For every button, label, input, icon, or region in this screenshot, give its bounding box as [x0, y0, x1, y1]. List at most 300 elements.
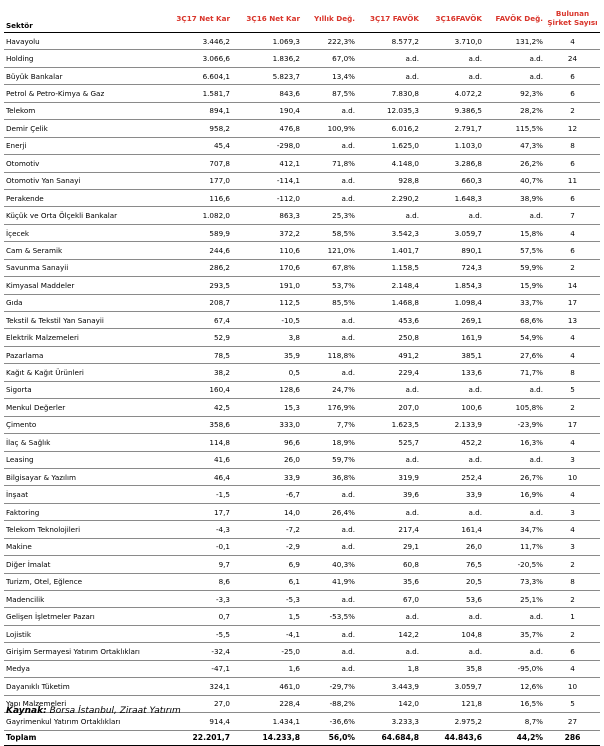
company-count: 2: [545, 399, 600, 416]
company-count: 4: [545, 660, 600, 677]
ebitda-change: 33,7%: [484, 294, 545, 311]
ebitda-3q16: 385,1: [421, 346, 484, 363]
table-row: [4, 573, 600, 590]
ebitda-3q16: 121,8: [421, 695, 484, 712]
ebitda-3q17: 7.830,8: [357, 85, 421, 102]
ebitda-change: 47,3%: [484, 137, 545, 154]
header-sector: Sektör: [4, 4, 156, 33]
ebitda-change: a.d.: [484, 67, 545, 84]
total-net-profit-3q16: 14.233,8: [232, 730, 302, 745]
table-row: [4, 242, 600, 259]
ebitda-3q16: 161,4: [421, 521, 484, 538]
sector-name: Cam & Seramik: [4, 242, 156, 259]
company-count: 2: [545, 556, 600, 573]
table-row: [4, 468, 600, 485]
ebitda-3q16: a.d.: [421, 608, 484, 625]
net-profit-3q17: 78,5: [156, 346, 232, 363]
sector-name: Yapı Malzemeleri: [4, 695, 156, 712]
yearly-change: 176,9%: [302, 399, 357, 416]
source-label: Kaynak:: [6, 706, 47, 716]
yearly-change: 18,9%: [302, 434, 357, 451]
sector-name: Enerji: [4, 137, 156, 154]
net-profit-3q17: 0,7: [156, 608, 232, 625]
table-row: [4, 591, 600, 608]
yearly-change: a.d.: [302, 521, 357, 538]
ebitda-change: 15,9%: [484, 277, 545, 294]
yearly-change: 36,8%: [302, 468, 357, 485]
net-profit-3q17: 6.604,1: [156, 67, 232, 84]
ebitda-3q16: 3.059,7: [421, 224, 484, 241]
company-count: 6: [545, 189, 600, 206]
ebitda-3q16: 104,8: [421, 625, 484, 642]
net-profit-3q17: 67,4: [156, 312, 232, 329]
ebitda-3q16: 1.854,3: [421, 277, 484, 294]
ebitda-3q17: 4.148,0: [357, 155, 421, 172]
ebitda-change: a.d.: [484, 50, 545, 67]
net-profit-3q16: 33,9: [232, 468, 302, 485]
company-count: 10: [545, 678, 600, 695]
ebitda-3q17: a.d.: [357, 643, 421, 660]
net-profit-3q17: 17,7: [156, 503, 232, 520]
ebitda-3q17: 1.158,5: [357, 259, 421, 276]
company-count: 3: [545, 503, 600, 520]
net-profit-3q16: -10,5: [232, 312, 302, 329]
ebitda-change: a.d.: [484, 207, 545, 224]
ebitda-3q17: a.d.: [357, 67, 421, 84]
ebitda-3q16: a.d.: [421, 67, 484, 84]
yearly-change: 67,8%: [302, 259, 357, 276]
total-yearly-change: 56,0%: [302, 730, 357, 745]
yearly-change: a.d.: [302, 591, 357, 608]
sector-name: Bilgisayar & Yazılım: [4, 468, 156, 485]
net-profit-3q17: 894,1: [156, 102, 232, 119]
ebitda-3q16: 9.386,5: [421, 102, 484, 119]
net-profit-3q16: 112,5: [232, 294, 302, 311]
ebitda-change: -23,9%: [484, 416, 545, 433]
ebitda-change: 15,8%: [484, 224, 545, 241]
total-ebitda-3q16: 44.843,6: [421, 730, 484, 745]
ebitda-3q17: 67,0: [357, 591, 421, 608]
ebitda-3q17: 928,8: [357, 172, 421, 189]
net-profit-3q16: -298,0: [232, 137, 302, 154]
header-ebitda-3q17: 3Ç17 FAVÖK: [357, 4, 421, 33]
total-label: Toplam: [4, 730, 156, 745]
ebitda-3q17: a.d.: [357, 207, 421, 224]
ebitda-3q17: 1,8: [357, 660, 421, 677]
net-profit-3q16: 26,0: [232, 451, 302, 468]
net-profit-3q17: 707,8: [156, 155, 232, 172]
ebitda-change: 40,7%: [484, 172, 545, 189]
net-profit-3q16: 333,0: [232, 416, 302, 433]
company-count: 5: [545, 381, 600, 398]
net-profit-3q17: 3.066,6: [156, 50, 232, 67]
net-profit-3q17: 286,2: [156, 259, 232, 276]
ebitda-3q17: 39,6: [357, 486, 421, 503]
ebitda-3q17: 2.290,2: [357, 189, 421, 206]
table-row: [4, 434, 600, 451]
company-count: 4: [545, 486, 600, 503]
table-row: [4, 451, 600, 468]
yearly-change: a.d.: [302, 329, 357, 346]
net-profit-3q16: 228,4: [232, 695, 302, 712]
ebitda-change: 12,6%: [484, 678, 545, 695]
ebitda-3q17: 525,7: [357, 434, 421, 451]
sector-name: İnşaat: [4, 486, 156, 503]
net-profit-3q17: 160,4: [156, 381, 232, 398]
net-profit-3q17: -32,4: [156, 643, 232, 660]
company-count: 12: [545, 120, 600, 137]
ebitda-3q17: 319,9: [357, 468, 421, 485]
net-profit-3q17: -1,5: [156, 486, 232, 503]
net-profit-3q17: 1.581,7: [156, 85, 232, 102]
table-row: [4, 346, 600, 363]
ebitda-3q17: 3.443,9: [357, 678, 421, 695]
ebitda-3q17: 29,1: [357, 538, 421, 555]
ebitda-3q16: 161,9: [421, 329, 484, 346]
yearly-change: a.d.: [302, 102, 357, 119]
ebitda-change: 26,2%: [484, 155, 545, 172]
ebitda-3q17: 60,8: [357, 556, 421, 573]
yearly-change: -88,2%: [302, 695, 357, 712]
table-row: [4, 521, 600, 538]
company-count: 6: [545, 643, 600, 660]
table-row: [4, 33, 600, 50]
table-row: [4, 399, 600, 416]
sector-name: Diğer İmalat: [4, 556, 156, 573]
company-count: 4: [545, 224, 600, 241]
net-profit-3q17: 8,6: [156, 573, 232, 590]
net-profit-3q17: 208,7: [156, 294, 232, 311]
sector-name: Sigorta: [4, 381, 156, 398]
yearly-change: a.d.: [302, 312, 357, 329]
yearly-change: a.d.: [302, 660, 357, 677]
ebitda-3q16: 100,6: [421, 399, 484, 416]
yearly-change: a.d.: [302, 643, 357, 660]
ebitda-3q16: 2.975,2: [421, 713, 484, 730]
yearly-change: 25,3%: [302, 207, 357, 224]
table-row: [4, 660, 600, 677]
ebitda-3q16: 20,5: [421, 573, 484, 590]
net-profit-3q16: 191,0: [232, 277, 302, 294]
net-profit-3q16: 372,2: [232, 224, 302, 241]
net-profit-3q16: 170,6: [232, 259, 302, 276]
total-row: [4, 730, 600, 745]
net-profit-3q16: 96,6: [232, 434, 302, 451]
ebitda-3q17: a.d.: [357, 50, 421, 67]
ebitda-change: 92,3%: [484, 85, 545, 102]
ebitda-change: 8,7%: [484, 713, 545, 730]
net-profit-3q16: -5,3: [232, 591, 302, 608]
company-count: 2: [545, 102, 600, 119]
sector-name: Girişim Sermayesi Yatırım Ortaklıkları: [4, 643, 156, 660]
yearly-change: 40,3%: [302, 556, 357, 573]
ebitda-change: 34,7%: [484, 521, 545, 538]
net-profit-3q17: 27,0: [156, 695, 232, 712]
sector-name: Savunma Sanayii: [4, 259, 156, 276]
company-count: 3: [545, 538, 600, 555]
ebitda-3q17: 491,2: [357, 346, 421, 363]
ebitda-3q17: 142,2: [357, 625, 421, 642]
sector-name: Makine: [4, 538, 156, 555]
yearly-change: -29,7%: [302, 678, 357, 695]
yearly-change: a.d.: [302, 364, 357, 381]
ebitda-3q16: a.d.: [421, 207, 484, 224]
net-profit-3q17: 41,6: [156, 451, 232, 468]
net-profit-3q17: 958,2: [156, 120, 232, 137]
net-profit-3q17: -47,1: [156, 660, 232, 677]
header-yearly-change: Yıllık Değ.: [302, 4, 357, 33]
ebitda-3q17: a.d.: [357, 503, 421, 520]
company-count: 8: [545, 573, 600, 590]
net-profit-3q17: 324,1: [156, 678, 232, 695]
sector-name: Madencilik: [4, 591, 156, 608]
sector-name: Petrol & Petro-Kimya & Gaz: [4, 85, 156, 102]
ebitda-3q16: a.d.: [421, 50, 484, 67]
company-count: 17: [545, 416, 600, 433]
yearly-change: a.d.: [302, 625, 357, 642]
ebitda-change: 71,7%: [484, 364, 545, 381]
ebitda-change: 16,3%: [484, 434, 545, 451]
ebitda-change: 16,9%: [484, 486, 545, 503]
table-row: [4, 85, 600, 102]
net-profit-3q17: 45,4: [156, 137, 232, 154]
ebitda-3q16: 4.072,2: [421, 85, 484, 102]
net-profit-3q16: 190,4: [232, 102, 302, 119]
ebitda-change: 28,2%: [484, 102, 545, 119]
yearly-change: 53,7%: [302, 277, 357, 294]
company-count: 4: [545, 346, 600, 363]
net-profit-3q17: 1.082,0: [156, 207, 232, 224]
header-ebitda-3q16: 3Ç16FAVÖK: [421, 4, 484, 33]
company-count: 2: [545, 259, 600, 276]
net-profit-3q16: -2,9: [232, 538, 302, 555]
ebitda-3q17: 1.623,5: [357, 416, 421, 433]
ebitda-3q16: 890,1: [421, 242, 484, 259]
yearly-change: 118,8%: [302, 346, 357, 363]
company-count: 2: [545, 625, 600, 642]
sector-name: Otomotiv Yan Sanayi: [4, 172, 156, 189]
table-row: [4, 207, 600, 224]
table-row: [4, 259, 600, 276]
net-profit-3q16: -112,0: [232, 189, 302, 206]
ebitda-3q16: 1.098,4: [421, 294, 484, 311]
yearly-change: 26,4%: [302, 503, 357, 520]
ebitda-3q17: 1.468,8: [357, 294, 421, 311]
sector-name: Holding: [4, 50, 156, 67]
net-profit-3q16: 35,9: [232, 346, 302, 363]
ebitda-3q16: 1.103,0: [421, 137, 484, 154]
sector-name: Kağıt & Kağıt Ürünleri: [4, 364, 156, 381]
table-row: [4, 381, 600, 398]
sector-name: Otomotiv: [4, 155, 156, 172]
ebitda-3q17: 35,6: [357, 573, 421, 590]
ebitda-change: 35,7%: [484, 625, 545, 642]
company-count: 14: [545, 277, 600, 294]
company-count: 13: [545, 312, 600, 329]
table-row: [4, 312, 600, 329]
sector-name: Gelişen İşletmeler Pazarı: [4, 608, 156, 625]
table-row: [4, 155, 600, 172]
net-profit-3q16: -6,7: [232, 486, 302, 503]
sector-name: Büyük Bankalar: [4, 67, 156, 84]
yearly-change: a.d.: [302, 486, 357, 503]
table-row: [4, 486, 600, 503]
yearly-change: 59,7%: [302, 451, 357, 468]
ebitda-change: 68,6%: [484, 312, 545, 329]
ebitda-3q16: 2.133,9: [421, 416, 484, 433]
table-row: [4, 120, 600, 137]
ebitda-change: 26,7%: [484, 468, 545, 485]
sector-earnings-table: [4, 4, 600, 746]
ebitda-change: 11,7%: [484, 538, 545, 555]
ebitda-3q16: a.d.: [421, 381, 484, 398]
ebitda-3q17: 142,0: [357, 695, 421, 712]
header-net-profit-3q17: 3Ç17 Net Kar: [156, 4, 232, 33]
ebitda-3q16: 53,6: [421, 591, 484, 608]
sector-name: Medya: [4, 660, 156, 677]
table-row: [4, 50, 600, 67]
net-profit-3q16: 1,6: [232, 660, 302, 677]
table-row: [4, 608, 600, 625]
net-profit-3q16: 3,8: [232, 329, 302, 346]
sector-name: Çimento: [4, 416, 156, 433]
total-ebitda-3q17: 64.684,8: [357, 730, 421, 745]
ebitda-3q17: 2.148,4: [357, 277, 421, 294]
table-row: [4, 224, 600, 241]
net-profit-3q16: 863,3: [232, 207, 302, 224]
ebitda-3q17: a.d.: [357, 451, 421, 468]
company-count: 6: [545, 85, 600, 102]
net-profit-3q17: 914,4: [156, 713, 232, 730]
company-count: 24: [545, 50, 600, 67]
ebitda-3q16: a.d.: [421, 451, 484, 468]
ebitda-3q16: 3.059,7: [421, 678, 484, 695]
ebitda-change: 57,5%: [484, 242, 545, 259]
net-profit-3q17: -5,5: [156, 625, 232, 642]
ebitda-3q17: 217,4: [357, 521, 421, 538]
header-ebitda-change: FAVÖK Değ.: [484, 4, 545, 33]
ebitda-3q17: a.d.: [357, 381, 421, 398]
ebitda-3q17: 207,0: [357, 399, 421, 416]
ebitda-3q17: 453,6: [357, 312, 421, 329]
net-profit-3q16: 128,6: [232, 381, 302, 398]
table-row: [4, 137, 600, 154]
net-profit-3q17: -4,3: [156, 521, 232, 538]
sector-name: Gıda: [4, 294, 156, 311]
net-profit-3q17: 244,6: [156, 242, 232, 259]
net-profit-3q17: 42,5: [156, 399, 232, 416]
ebitda-3q16: 269,1: [421, 312, 484, 329]
table-row: [4, 102, 600, 119]
net-profit-3q16: 1,5: [232, 608, 302, 625]
net-profit-3q16: 1.069,3: [232, 33, 302, 50]
net-profit-3q16: 1.434,1: [232, 713, 302, 730]
sector-name: İlaç & Sağlık: [4, 434, 156, 451]
yearly-change: 24,7%: [302, 381, 357, 398]
ebitda-3q16: 252,4: [421, 468, 484, 485]
company-count: 8: [545, 364, 600, 381]
ebitda-3q17: 1.625,0: [357, 137, 421, 154]
net-profit-3q16: 843,6: [232, 85, 302, 102]
ebitda-3q16: 1.648,3: [421, 189, 484, 206]
company-count: 4: [545, 329, 600, 346]
table-row: [4, 277, 600, 294]
table-row: [4, 189, 600, 206]
ebitda-3q17: 250,8: [357, 329, 421, 346]
net-profit-3q16: 412,1: [232, 155, 302, 172]
net-profit-3q17: 3.446,2: [156, 33, 232, 50]
ebitda-change: 115,5%: [484, 120, 545, 137]
yearly-change: 87,5%: [302, 85, 357, 102]
yearly-change: 7,7%: [302, 416, 357, 433]
sector-name: Faktoring: [4, 503, 156, 520]
sector-name: Havayolu: [4, 33, 156, 50]
ebitda-3q16: 3.710,0: [421, 33, 484, 50]
yearly-change: a.d.: [302, 137, 357, 154]
company-count: 2: [545, 591, 600, 608]
net-profit-3q17: 116,6: [156, 189, 232, 206]
ebitda-change: a.d.: [484, 503, 545, 520]
company-count: 7: [545, 207, 600, 224]
ebitda-3q17: 3.542,3: [357, 224, 421, 241]
ebitda-3q16: a.d.: [421, 643, 484, 660]
sector-name: Perakende: [4, 189, 156, 206]
net-profit-3q16: 5.823,7: [232, 67, 302, 84]
yearly-change: 121,0%: [302, 242, 357, 259]
company-count: 8: [545, 137, 600, 154]
ebitda-change: -20,5%: [484, 556, 545, 573]
net-profit-3q17: 52,9: [156, 329, 232, 346]
net-profit-3q16: 14,0: [232, 503, 302, 520]
ebitda-3q17: 1.401,7: [357, 242, 421, 259]
sector-name: Tekstil & Tekstil Yan Sanayii: [4, 312, 156, 329]
ebitda-change: a.d.: [484, 643, 545, 660]
table-row: [4, 172, 600, 189]
total-net-profit-3q17: 22.201,7: [156, 730, 232, 745]
ebitda-change: 54,9%: [484, 329, 545, 346]
sector-name: Gayrimenkul Yatırım Ortaklıkları: [4, 713, 156, 730]
yearly-change: a.d.: [302, 172, 357, 189]
yearly-change: a.d.: [302, 189, 357, 206]
ebitda-3q16: 26,0: [421, 538, 484, 555]
header-net-profit-3q16: 3Ç16 Net Kar: [232, 4, 302, 33]
table-row: [4, 364, 600, 381]
net-profit-3q16: 461,0: [232, 678, 302, 695]
table-row: [4, 538, 600, 555]
yearly-change: a.d.: [302, 538, 357, 555]
table-row: [4, 329, 600, 346]
ebitda-3q16: 660,3: [421, 172, 484, 189]
company-count: 17: [545, 294, 600, 311]
sector-name: İçecek: [4, 224, 156, 241]
table-row: [4, 294, 600, 311]
company-count: 11: [545, 172, 600, 189]
ebitda-change: 16,5%: [484, 695, 545, 712]
net-profit-3q16: 110,6: [232, 242, 302, 259]
table-row: [4, 416, 600, 433]
sector-name: Dayanıklı Tüketim: [4, 678, 156, 695]
table-row: [4, 67, 600, 84]
ebitda-change: 27,6%: [484, 346, 545, 363]
yearly-change: 41,9%: [302, 573, 357, 590]
source-text: Borsa İstanbul, Ziraat Yatırım: [49, 706, 181, 716]
sector-name: Telekom: [4, 102, 156, 119]
sector-name: Pazarlama: [4, 346, 156, 363]
sector-name: Kimyasal Maddeler: [4, 277, 156, 294]
company-count: 1: [545, 608, 600, 625]
ebitda-3q16: 724,3: [421, 259, 484, 276]
yearly-change: 100,9%: [302, 120, 357, 137]
